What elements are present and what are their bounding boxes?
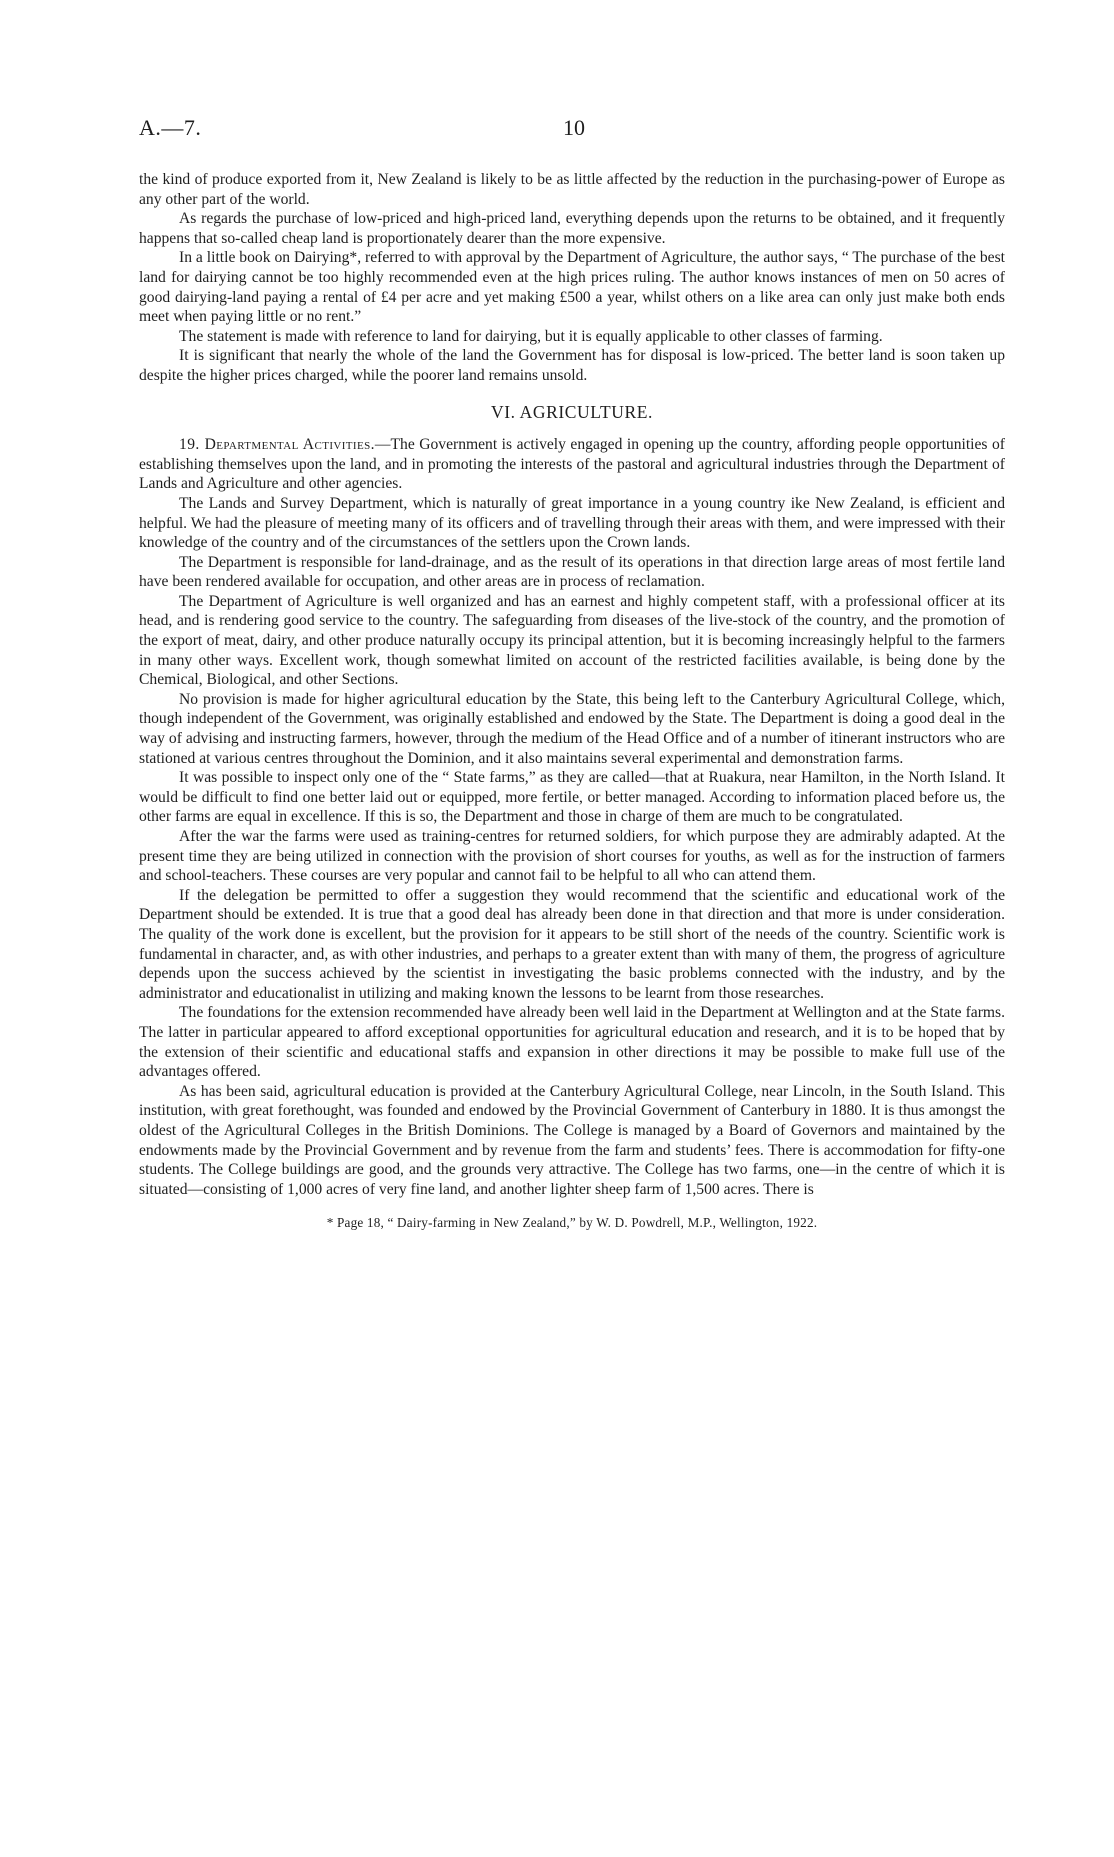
- paragraph: The statement is made with reference to land for dairying, but it is equally applicable to other classes of farming.: [179, 327, 883, 345]
- paragraph: the kind of produce exported from it, New Zealand is likely to be as little affected by the reduction in the purchasing-power of Europe as any other part of the world.: [139, 171, 1005, 208]
- footnote: * Page 18, “ Dairy-farming in New Zealand,” by W. D. Powdrell, M.P., Wellington, 1922.: [326, 1215, 818, 1231]
- paragraph-body: —The Government is actively engaged in opening up the country, affording people opportunities of establishing themselves upon the land, and in promoting the interests of the pastoral and agricultural industries through the Department of Lands and Agriculture and other agencies.: [139, 436, 1005, 493]
- paragraph: It was possible to inspect only one of the “ State farms,” as they are called—that at Ruakura, near Hamilton, in the North Island. It would be difficult to find one better laid out or equipped, more fertile, or better managed. According to information placed before us, the other farms are equal in excellence. If this is so, the Department and those in charge of them are much to be congratulated.: [139, 769, 1005, 826]
- page-header: [139, 115, 1005, 148]
- paragraph: If the delegation be permitted to offer a suggestion they would recommend that the scientific and educational work of the Department should be extended. It is true that a good deal has already been done in that direction and that more is under consideration. The quality of the work done is excellent, but the provision for it appears to be still short of the needs of the country. Scientific work is fundamental in character, and, as with other industries, and perhaps to a greater extent than with many of them, the progress of agriculture depends upon the success achieved by the scientist in investigating the basic problems connected with the industry, and by the administrator and educationalist in utilizing and making known the lessons to be learnt from those researches.: [139, 886, 1005, 1002]
- agriculture-section: [139, 435, 1005, 1199]
- section-lead-in: 19. Departmental Activities.: [179, 436, 375, 454]
- paragraph: The Lands and Survey Department, which is naturally of great importance in a young country ike New Zealand, is efficient and helpful. We had the pleasure of meeting many of its officers and of travelling through their areas with them, and were impressed with their knowledge of the country and of the circumstances of the settlers upon the Crown lands.: [139, 494, 1005, 552]
- document-reference: A.—7.: [139, 115, 202, 140]
- page-number: 10: [563, 115, 585, 140]
- paragraph: No provision is made for higher agricultural education by the State, this being left to the Canterbury Agricultural College, which, though independent of the Government, was originally established and endowed by the State. The Department is doing a good deal in the way of advising and instructing farmers, however, through the medium of the Head Office and of a number of itinerant instructors who are stationed at various centres throughout the Dominion, and it also maintains several experimental and demonstration farms.: [139, 690, 1005, 767]
- paragraph: As has been said, agricultural education is provided at the Canterbury Agricultural College, near Lincoln, in the South Island. This institution, with great forethought, was founded and endowed by the Provincial Government of Canterbury in 1880. It is thus amongst the oldest of the Agricultural Colleges in the British Dominions. The College is managed by a Board of Governors and maintained by the endowments made by the Provincial Government and by revenue from the farm and students’ fees. There is accommodation for fifty-one students. The College buildings are good, and the grounds very attractive. The College has two farms, one—in the centre of which it is situated—consisting of 1,000 acres of very fine land, and another lighter sheep farm of 1,500 acres. There is: [139, 1082, 1005, 1198]
- paragraph: In a little book on Dairying*, referred to with approval by the Department of Agriculture, the author says, “ The purchase of the best land for dairying cannot be too highly recommended even at the high prices ruling. The author knows instances of men on 50 acres of good dairying-land paying a rental of £4 per acre and yet making £500 a year, whilst others on a like area can only just make both ends meet when paying little or no rent.”: [139, 249, 1005, 326]
- paragraph: The foundations for the extension recommended have already been well laid in the Department at Wellington and at the State farms. The latter in particular appeared to afford exceptional opportunities for agricultural education and research, and it is to be hoped that by the extension of their scientific and educational staffs and expansion in other directions it may be possible to make full use of the advantages offered.: [139, 1004, 1005, 1081]
- intro-section: [139, 170, 1005, 386]
- paragraph: [139, 435, 1005, 494]
- paragraph: The Department is responsible for land-drainage, and as the result of its operations in that direction large areas of most fertile land have been rendered available for occupation, and other areas are in process of reclamation.: [139, 553, 1005, 591]
- document-page: [139, 115, 1005, 1233]
- paragraph: As regards the purchase of low-priced and high-priced land, everything depends upon the returns to be obtained, and it frequently happens that so-called cheap land is proportionately dearer than the more expensive.: [139, 210, 1005, 247]
- paragraph: After the war the farms were used as training-centres for returned soldiers, for which purpose they are admirably adapted. At the present time they are being utilized in connection with the provision of short courses for youths, as well as for the instruction of farmers and school-teachers. These courses are very popular and cannot fail to be helpful to all who can attend them.: [139, 828, 1005, 885]
- paragraph: The Department of Agriculture is well organized and has an earnest and highly competent staff, with a professional officer at its head, and is rendering good service to the country. The safeguarding from diseases of the live-stock of the country, and the promotion of the export of meat, dairy, and other produce naturally occupy its principal attention, but it is becoming increasingly helpful to the farmers in many other ways. Excellent work, though somewhat limited on account of the restricted facilities available, is being done by the Chemical, Biological, and other Sections.: [139, 592, 1005, 689]
- section-heading: VI. AGRICULTURE.: [490, 401, 654, 422]
- paragraph: It is significant that nearly the whole of the land the Government has for disposal is low-priced. The better land is soon taken up despite the higher prices charged, while the poorer land remains unsold.: [139, 347, 1005, 384]
